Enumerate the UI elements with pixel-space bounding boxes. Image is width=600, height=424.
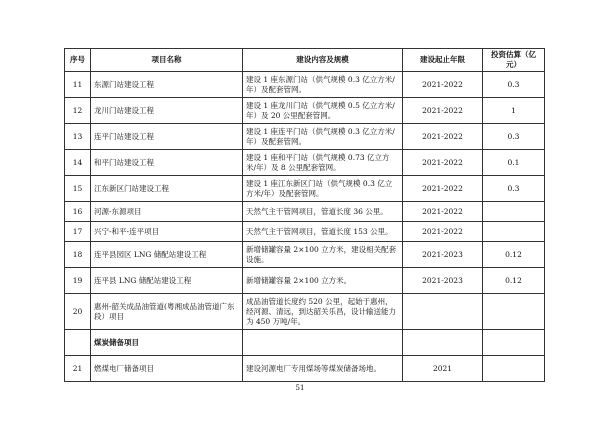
row-description: 建设河源电厂专用煤场等煤炭储备场地。 [243,356,403,382]
table-header-row [65,49,545,72]
row-investment [483,330,545,356]
table-row [65,176,545,202]
row-description: 成品油管道长度约 520 公里，起始于惠州，经河源、清远，到达韶关乐昌，设计输送能力为 450 万吨/年。 [243,294,403,330]
row-project-name: 河源-东源项目 [91,202,243,222]
row-years: 2021-2022 [403,202,483,222]
row-years: 2021-2022 [403,176,483,202]
row-project-name: 连平县园区 LNG 储配站建设工程 [91,242,243,268]
row-project-name: 和平门站建设工程 [91,150,243,176]
row-project-name: 燃煤电厂储备项目 [91,356,243,382]
row-investment: 0.3 [483,176,545,202]
header-construction-years: 建设起止年限 [403,49,483,72]
table-row [65,124,545,150]
row-no: 18 [65,242,91,268]
row-years: 2021-2023 [403,242,483,268]
row-project-name: 龙川门站建设工程 [91,98,243,124]
table-section-row [65,330,545,356]
header-content-scale: 建设内容及规模 [243,49,403,72]
table-row [65,356,545,382]
row-no: 16 [65,202,91,222]
row-years: 2021-2022 [403,222,483,242]
row-investment [483,202,545,222]
header-project-name: 项目名称 [91,49,243,72]
project-table [64,48,545,382]
row-description: 新增储罐容量 2×100 立方米，建设相关配套设施。 [243,242,403,268]
row-project-name: 江东新区门站建设工程 [91,176,243,202]
row-years: 2021-2023 [403,268,483,294]
row-investment: 0.1 [483,150,545,176]
page-number: 51 [295,384,305,392]
row-description: 建设 1 座东源门站（供气规模 0.3 亿立方米/年）及配套管网。 [243,72,403,98]
header-investment: 投资估算（亿元） [483,49,545,72]
row-project-name: 连平县 LNG 储配站建设工程 [91,268,243,294]
section-title: 煤炭储备项目 [91,330,243,356]
row-project-name: 兴宁-和平-连平项目 [91,222,243,242]
row-years: 2021-2022 [403,124,483,150]
row-description: 新增储罐容量 2×100 立方米。 [243,268,403,294]
table-row [65,98,545,124]
row-description: 建设 1 座和平门站（供气规模 0.73 亿立方米/年）及 8 公里配套管网。 [243,150,403,176]
table-row [65,242,545,268]
row-years: 2021-2022 [403,150,483,176]
row-investment: 0.3 [483,124,545,150]
header-no: 序号 [65,49,91,72]
row-no [65,330,91,356]
table-row [65,222,545,242]
row-investment: 0.3 [483,72,545,98]
table-row [65,294,545,330]
row-years [403,330,483,356]
row-project-name: 东源门站建设工程 [91,72,243,98]
row-no: 19 [65,268,91,294]
row-investment: 1 [483,98,545,124]
row-investment [483,222,545,242]
row-description: 建设 1 座连平门站（供气规模 0.3 亿立方米/年）及配套管网。 [243,124,403,150]
row-investment: 0.12 [483,268,545,294]
row-description: 建设 1 座龙川门站（供气规模 0.5 亿立方米/年）及 20 公里配套管网。 [243,98,403,124]
table-row [65,202,545,222]
row-no: 13 [65,124,91,150]
row-no: 21 [65,356,91,382]
row-investment [483,294,545,330]
row-no: 12 [65,98,91,124]
row-no: 15 [65,176,91,202]
row-description: 天然气主干管网项目，管道长度 153 公里。 [243,222,403,242]
row-no: 11 [65,72,91,98]
row-no: 17 [65,222,91,242]
row-description: 天然气主干管网项目，管道长度 36 公里。 [243,202,403,222]
row-years: 2021-2022 [403,98,483,124]
row-investment: 0.12 [483,242,545,268]
row-years [403,294,483,330]
row-no: 20 [65,294,91,330]
row-years: 2021-2022 [403,72,483,98]
row-project-name: 连平门站建设工程 [91,124,243,150]
row-description: 建设 1 座江东新区门站（供气规模 0.3 亿立方米/年）及配套管网。 [243,176,403,202]
table-row [65,268,545,294]
row-investment [483,356,545,382]
row-description [243,330,403,356]
table-row [65,72,545,98]
row-years: 2021 [403,356,483,382]
row-no: 14 [65,150,91,176]
table-row [65,150,545,176]
row-project-name: 惠州-韶关成品油管道(粤湘成品油管道广东段）项目 [91,294,243,330]
